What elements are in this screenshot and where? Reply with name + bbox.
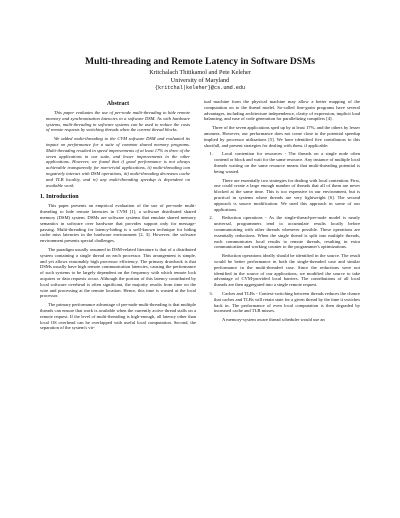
section-heading-introduction: 1. Introduction bbox=[40, 194, 79, 201]
body-paragraph: Three of the seven applications sped up by at least 17%, and the others by lesser amounts. However, our performance does not come close to the potential speedup implied by processor utilizations [5]. We have identified five contributors to this shortfall, and present strategies for dealing with them, if applicable: bbox=[204, 125, 360, 148]
right-column bbox=[204, 99, 360, 334]
paper-title: Multi-threading and Remote Latency in Software DSMs bbox=[85, 56, 315, 67]
list-item-text: 1. Local contention for resources - The threads on a single node often contend or block and wait for the same resource. Any instance of multiple local threads waiting on the same resource means that multi-threading potential is being wasted. bbox=[214, 151, 360, 174]
paper-authors: Kritchalach Thitikamol and Pete Keleher bbox=[149, 69, 251, 76]
abstract-paragraph: We added multi-threading to the CVM software DSM and evaluated its impact on performance for a suite of common shared memory programs. Multi-threading resulted in speed improvements of at least 17% in three of the seven applications in our suite, and lesser improvements in the other applications. However, we found that i) good performance is not always achievable transparently for non-trivial applications, ii) multi-threading can negatively interact with DSM operations, iii) multi-threading decreases cache and TLB locality, and iv) any multi-threading speedup is dependent on available work. bbox=[46, 136, 190, 188]
list-item-text: 3. Caches and TLBs - Context-switching between threads reduces the chance that caches and TLBs will retain state for a given thread by the time it switches back in. The performance of even local computation is then degraded by increased cache and TLB misses. bbox=[214, 290, 360, 314]
paper-affiliation: University of Maryland bbox=[170, 77, 230, 84]
list-item-text: 2. Reduction operations - As the single-thread-per-node model is nearly universal, programmers tend to accumulate results locally before communicating with other threads whenever possible. These operations are essentially reductions. When the single thread is split into multiple threads, each communicates local results to remote threads, resulting in extra communication and working counter to the programmer's optimizations. bbox=[214, 215, 360, 250]
two-column-body bbox=[40, 99, 360, 334]
body-paragraph: This paper presents an empirical evaluation of the use of per-node multi-threading to hide remote latencies in CVM [1], a software distributed shared memory (DSM) system. DSMs are software systems that emulate shared memory semantics in software over hardware that provides support only for message-passing. Multi-threading for latency-hiding is a well-known technique for hiding cache miss latencies in the hardware environment [2, 3]. However, the software environment presents special challenges. bbox=[40, 203, 196, 244]
abstract-heading: Abstract bbox=[106, 101, 130, 107]
paper-email: {kritchal|keleher}@cs.umd.edu bbox=[154, 85, 246, 91]
list-item-text: A memory-system aware thread scheduler would use an bbox=[222, 317, 325, 323]
body-paragraph: The primary performance advantage of per-node multi-threading is that multiple threads can ensure that work is available when the currently active thread stalls on a remote request. If the level of multi-threading is high-enough, all latency other than local OS overhead can be overlapped with useful local computation. Second, the separation of the system's vir- bbox=[40, 302, 196, 331]
left-column bbox=[40, 99, 196, 334]
list-item-text: There are essentially two strategies for dealing with local contention. First, one could create a large enough number of threads that all of them are never blocked at the same time. This is too expensive in our environment, but is practical in systems where threads are very lightweight [6]. The second approach is source modification. We used this approach in some of our applications. bbox=[214, 177, 360, 212]
abstract bbox=[46, 110, 190, 188]
body-paragraph: The paradigm usually assumed in DSM-related literature is that of a distributed system containing a single thread on each processor. This arrangement is simple, and yet allows reasonably high processor efficiency. The primary drawback is that DSMs usually have high remote communication latencies, causing the performance of such systems to be largely dependent on the frequency with which remote lock acquires or data requests occur. Although the portion of this latency contributed by local software overhead is often significant, the majority results from time on the wire and processing at the remote location. Hence, this time is wasted at the local processor. bbox=[40, 246, 196, 299]
abstract-paragraph: This paper evaluates the use of per-node multi-threading to hide remote memory and synchronization latencies in a software DSM. As with hardware systems, multi-threading in software systems can be used to reduce the costs of remote requests by switching threads when the current thread blocks. bbox=[46, 110, 190, 133]
list-item bbox=[214, 291, 360, 323]
list-item-text: Reduction operations ideally should be identified in the source. The result would be better performance in both the single-threaded case and similar performance in the multi-threaded case. Since the reductions were not identified in the source of our applications, we modified the source to take advantage of CVM-provided local barriers. The contributions of all local threads are then aggregated into a single remote request. bbox=[214, 253, 360, 288]
list-item bbox=[214, 215, 360, 288]
list-item bbox=[214, 151, 360, 212]
body-paragraph: tual machine from the physical machine may allow a better mapping of the computation on to the thread model. So-called fine-grain programs have several advantages, including architecture independence, clarity of expression, implicit load balancing, and ease of code generation for parallelizing compilers [4]. bbox=[204, 99, 360, 122]
contributor-list bbox=[204, 151, 360, 323]
